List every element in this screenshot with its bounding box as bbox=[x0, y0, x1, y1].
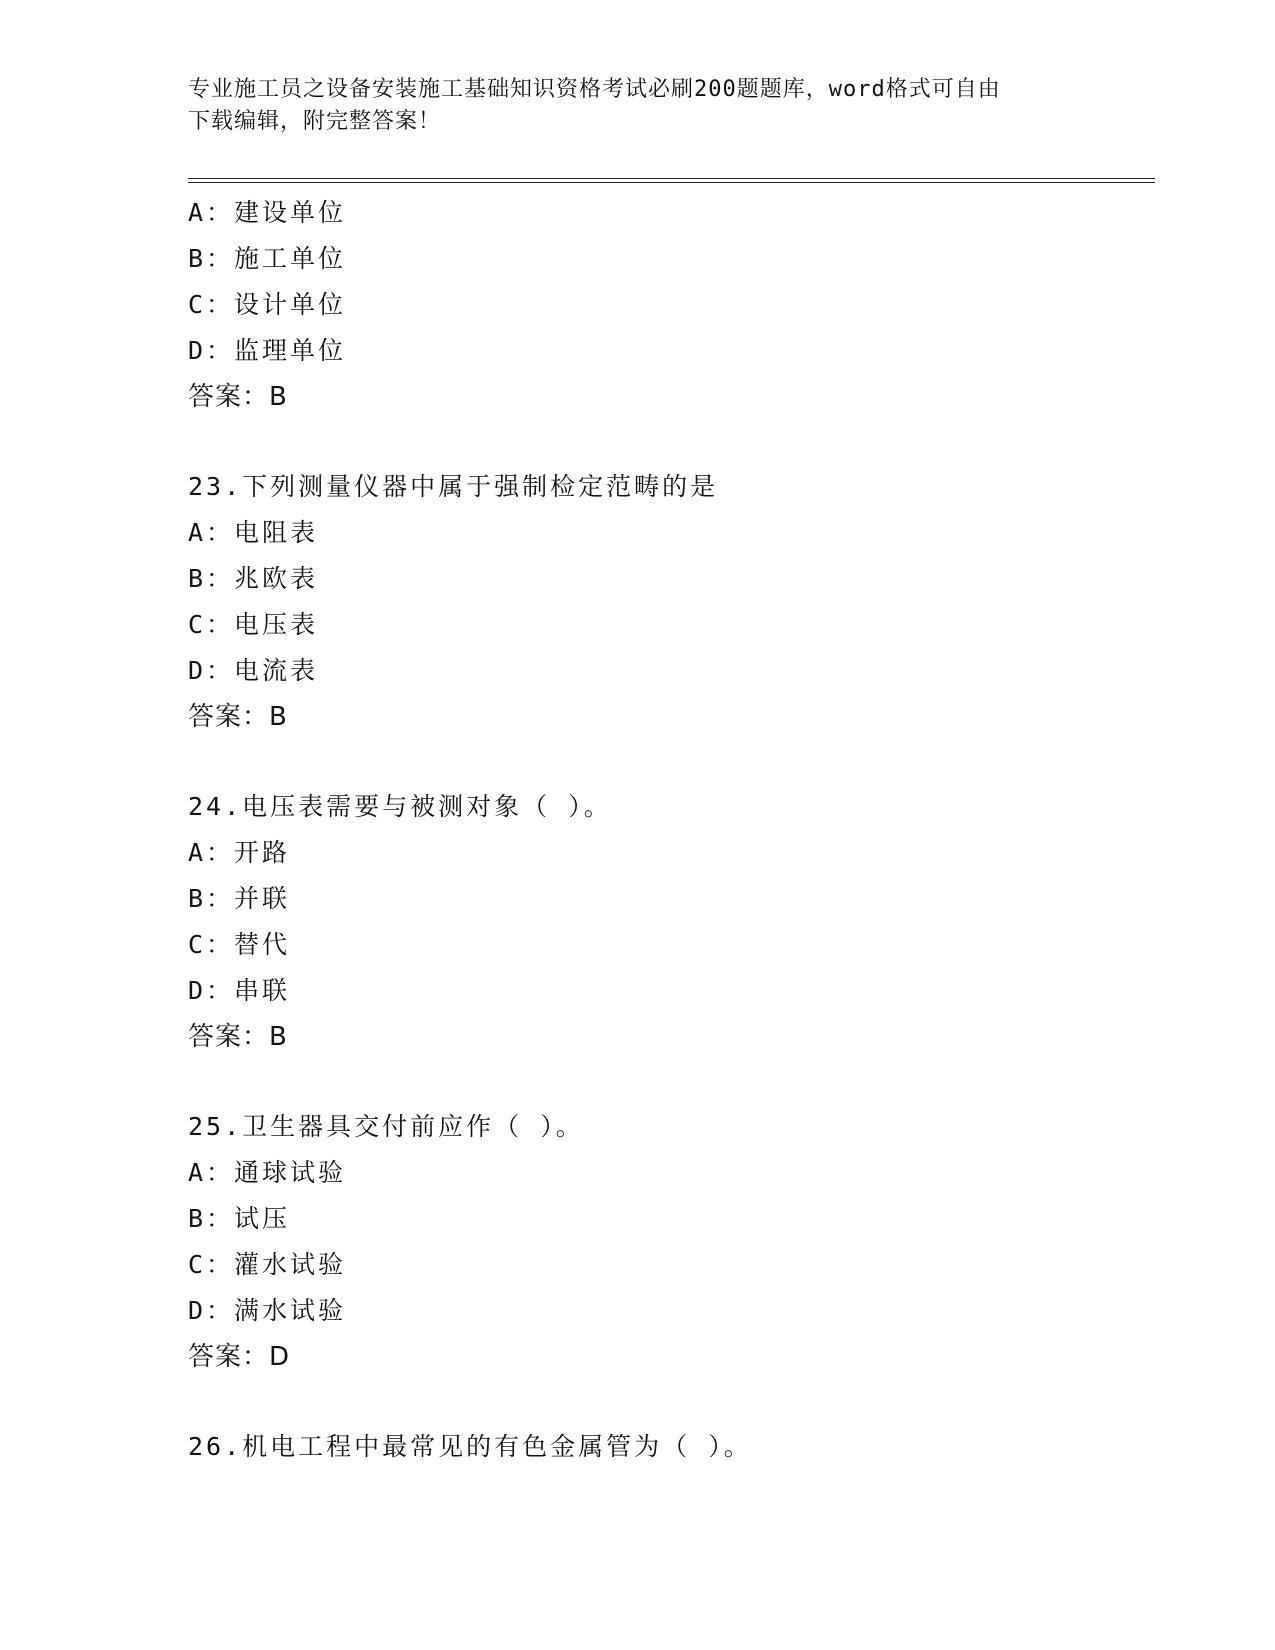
header-line-1: 专业施工员之设备安装施工基础知识资格考试必刷200题题库，word格式可自由 bbox=[188, 77, 1001, 102]
question-26-block bbox=[188, 1424, 1168, 1470]
answer: 答案：B bbox=[188, 702, 288, 732]
question-25-block bbox=[188, 1104, 1168, 1380]
option-c: C：电压表 bbox=[188, 610, 319, 639]
option-c: C：替代 bbox=[188, 930, 291, 959]
header-divider-top bbox=[188, 178, 1155, 179]
spacer bbox=[188, 420, 1168, 464]
option-a: A：通球试验 bbox=[188, 1158, 347, 1187]
question-stem: 26.机电工程中最常见的有色金属管为（ ）。 bbox=[188, 1432, 752, 1461]
option-d: D：串联 bbox=[188, 976, 291, 1005]
question-list bbox=[188, 190, 1168, 1470]
option-b: B：兆欧表 bbox=[188, 564, 319, 593]
question-22-block bbox=[188, 190, 1168, 420]
question-stem: 25.卫生器具交付前应作（ ）。 bbox=[188, 1112, 584, 1141]
option-d: D：电流表 bbox=[188, 656, 319, 685]
header-divider-bottom bbox=[188, 182, 1155, 183]
answer: 答案：D bbox=[188, 1342, 291, 1372]
spacer bbox=[188, 740, 1168, 784]
header-line-2: 下载编辑，附完整答案！ bbox=[188, 109, 442, 134]
option-a: A：开路 bbox=[188, 838, 291, 867]
document-header bbox=[188, 74, 1088, 138]
option-d: D：满水试验 bbox=[188, 1296, 347, 1325]
question-stem: 23.下列测量仪器中属于强制检定范畴的是 bbox=[188, 472, 719, 501]
option-a: A：电阻表 bbox=[188, 518, 319, 547]
option-b: B：施工单位 bbox=[188, 244, 347, 273]
option-b: B：试压 bbox=[188, 1204, 291, 1233]
option-c: C：灌水试验 bbox=[188, 1250, 347, 1279]
option-a: A：建设单位 bbox=[188, 198, 347, 227]
question-24-block bbox=[188, 784, 1168, 1060]
option-b: B：并联 bbox=[188, 884, 291, 913]
question-stem: 24.电压表需要与被测对象（ ）。 bbox=[188, 792, 612, 821]
spacer bbox=[188, 1060, 1168, 1104]
answer: 答案：B bbox=[188, 1022, 288, 1052]
option-d: D：监理单位 bbox=[188, 336, 347, 365]
spacer bbox=[188, 1380, 1168, 1424]
question-23-block bbox=[188, 464, 1168, 740]
answer: 答案：B bbox=[188, 382, 288, 412]
option-c: C：设计单位 bbox=[188, 290, 347, 319]
